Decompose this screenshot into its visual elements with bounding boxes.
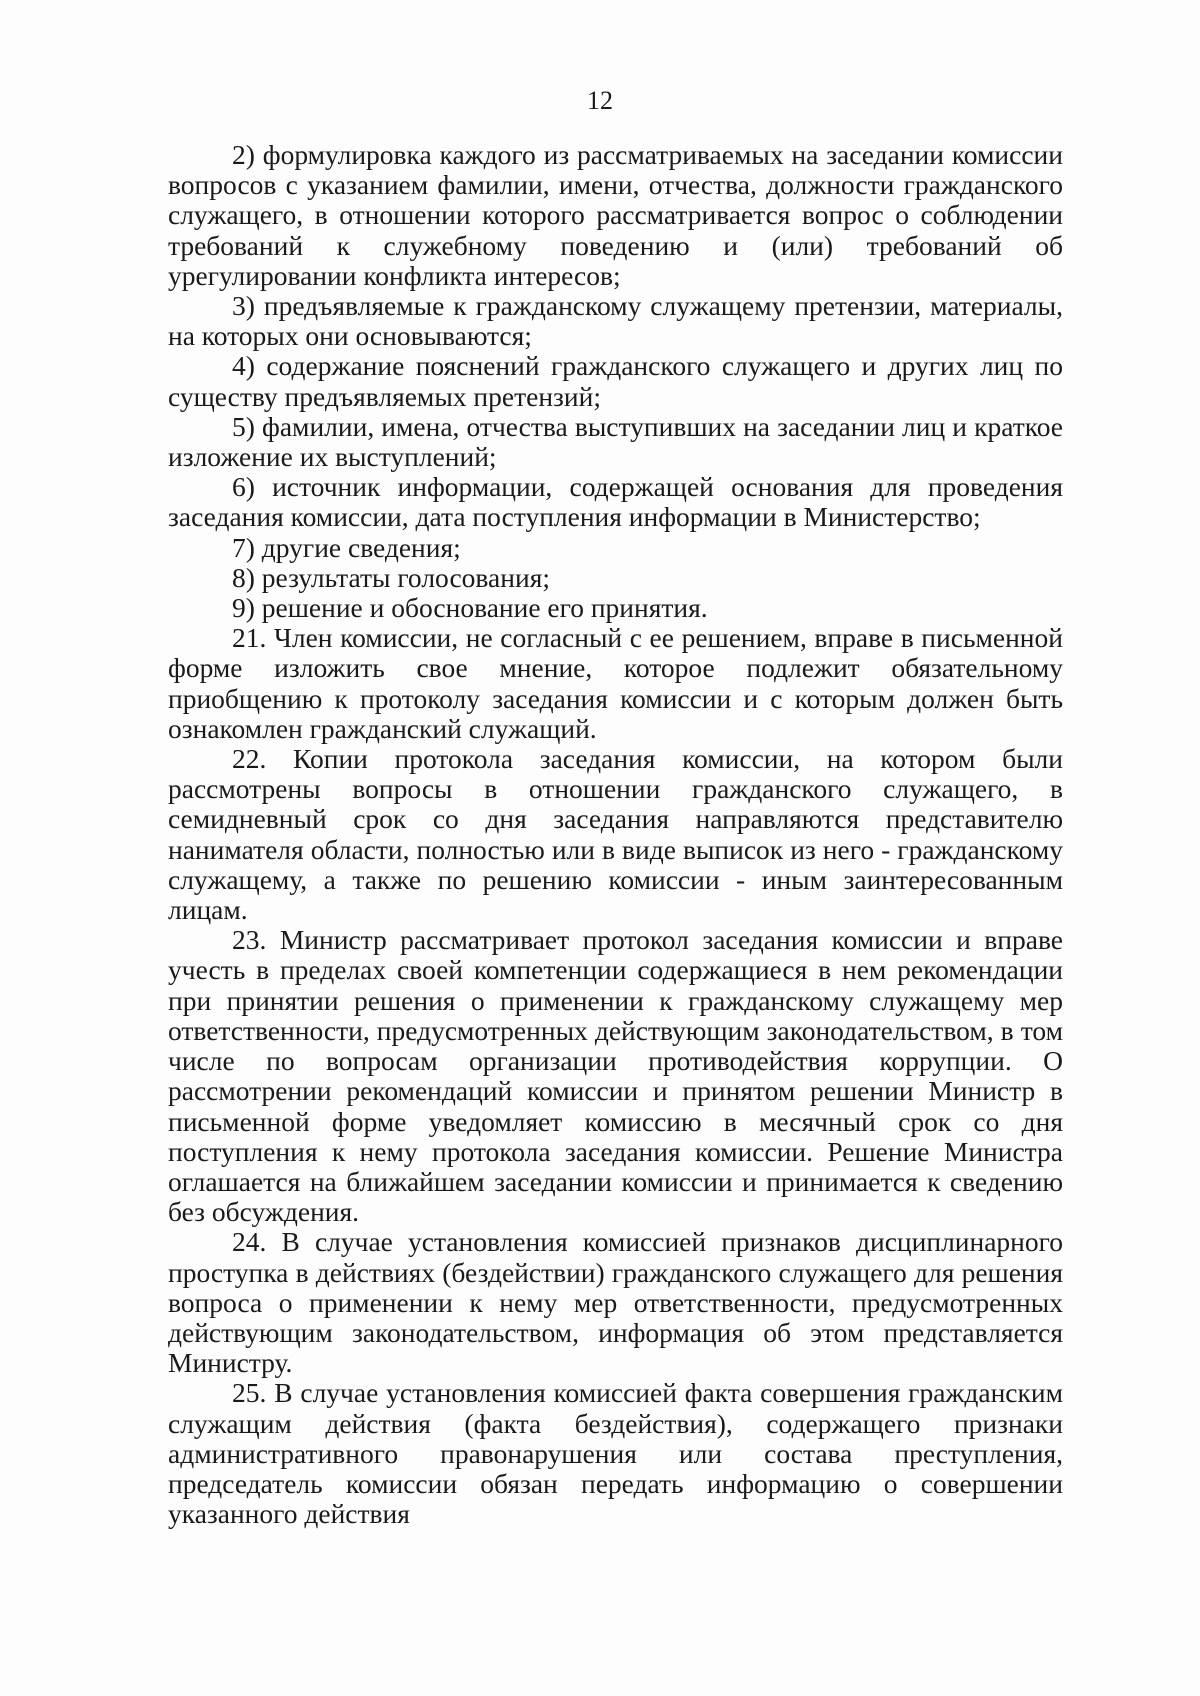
paragraph-item-3: 3) предъявляемые к гражданскому служащему претензии, материалы, на которых они основываются; (168, 290, 1063, 352)
paragraph-item-6: 6) источник информации, содержащей основания для проведения заседания комиссии, дата поступления информации в Министерство; (168, 471, 1063, 533)
paragraph-clause-25: 25. В случае установления комиссией факта совершения гражданским служащим действия (факта бездействия), содержащего признаки административного правонарушения или состава преступления, председатель комиссии обязан передать информацию о совершении указанного действия (168, 1377, 1063, 1530)
paragraph-item-4: 4) содержание пояснений гражданского служащего и других лиц по существу предъявляемых претензий; (168, 350, 1063, 412)
paragraph-item-8: 8) результаты голосования; (232, 561, 550, 593)
paragraph-clause-22: 22. Копии протокола заседания комиссии, на котором были рассмотрены вопросы в отношении гражданского служащего, в семидневный срок со дня заседания направляются представителю нанимателя области, полностью или в виде выписок из него - гражданскому служащему, а также по решению комиссии - иным заинтересованным лицам. (168, 743, 1063, 926)
page-number: 12 (587, 86, 613, 115)
paragraph-clause-23: 23. Министр рассматривает протокол заседания комиссии и вправе учесть в пределах своей компетенции содержащиеся в нем рекомендации при принятии решения о применении к гражданскому служащему мер ответственности, предусмотренных действующим законодательством, в том числе по вопросам организации противодействия коррупции. О рассмотрении рекомендаций комиссии и принятом решении Министр в письменной форме уведомляет комиссию в месячный срок со дня поступления к нему протокола заседания комиссии. Решение Министра оглашается на ближайшем заседании комиссии и принимается к сведению без обсуждения. (168, 924, 1063, 1228)
paragraph-item-2: 2) формулировка каждого из рассматриваемых на заседании комиссии вопросов с указанием фамилии, имени, отчества, должности гражданского служащего, в отношении которого рассматривается вопрос о соблюдении требований к служебному поведению и (или) требований об урегулировании конфликта интересов; (168, 139, 1063, 291)
paragraph-clause-21: 21. Член комиссии, не согласный с ее решением, вправе в письменной форме изложить свое мнение, которое подлежит обязательному приобщению к протоколу заседания комиссии и с которым должен быть ознакомлен гражданский служащий. (168, 622, 1063, 744)
paragraph-clause-24: 24. В случае установления комиссией признаков дисциплинарного проступка в действиях (бездействии) гражданского служащего для решения вопроса о применении к нему мер ответственности, предусмотренных действующим законодательством, информация об этом представляется Министру. (168, 1226, 1063, 1379)
paragraph-item-5: 5) фамилии, имена, отчества выступивших на заседании лиц и краткое изложение их выступлений; (168, 410, 1063, 473)
paragraph-item-7: 7) другие сведения; (232, 531, 461, 563)
document-body (168, 140, 1063, 1529)
paragraph-item-9: 9) решение и обоснование его принятия. (232, 592, 708, 624)
